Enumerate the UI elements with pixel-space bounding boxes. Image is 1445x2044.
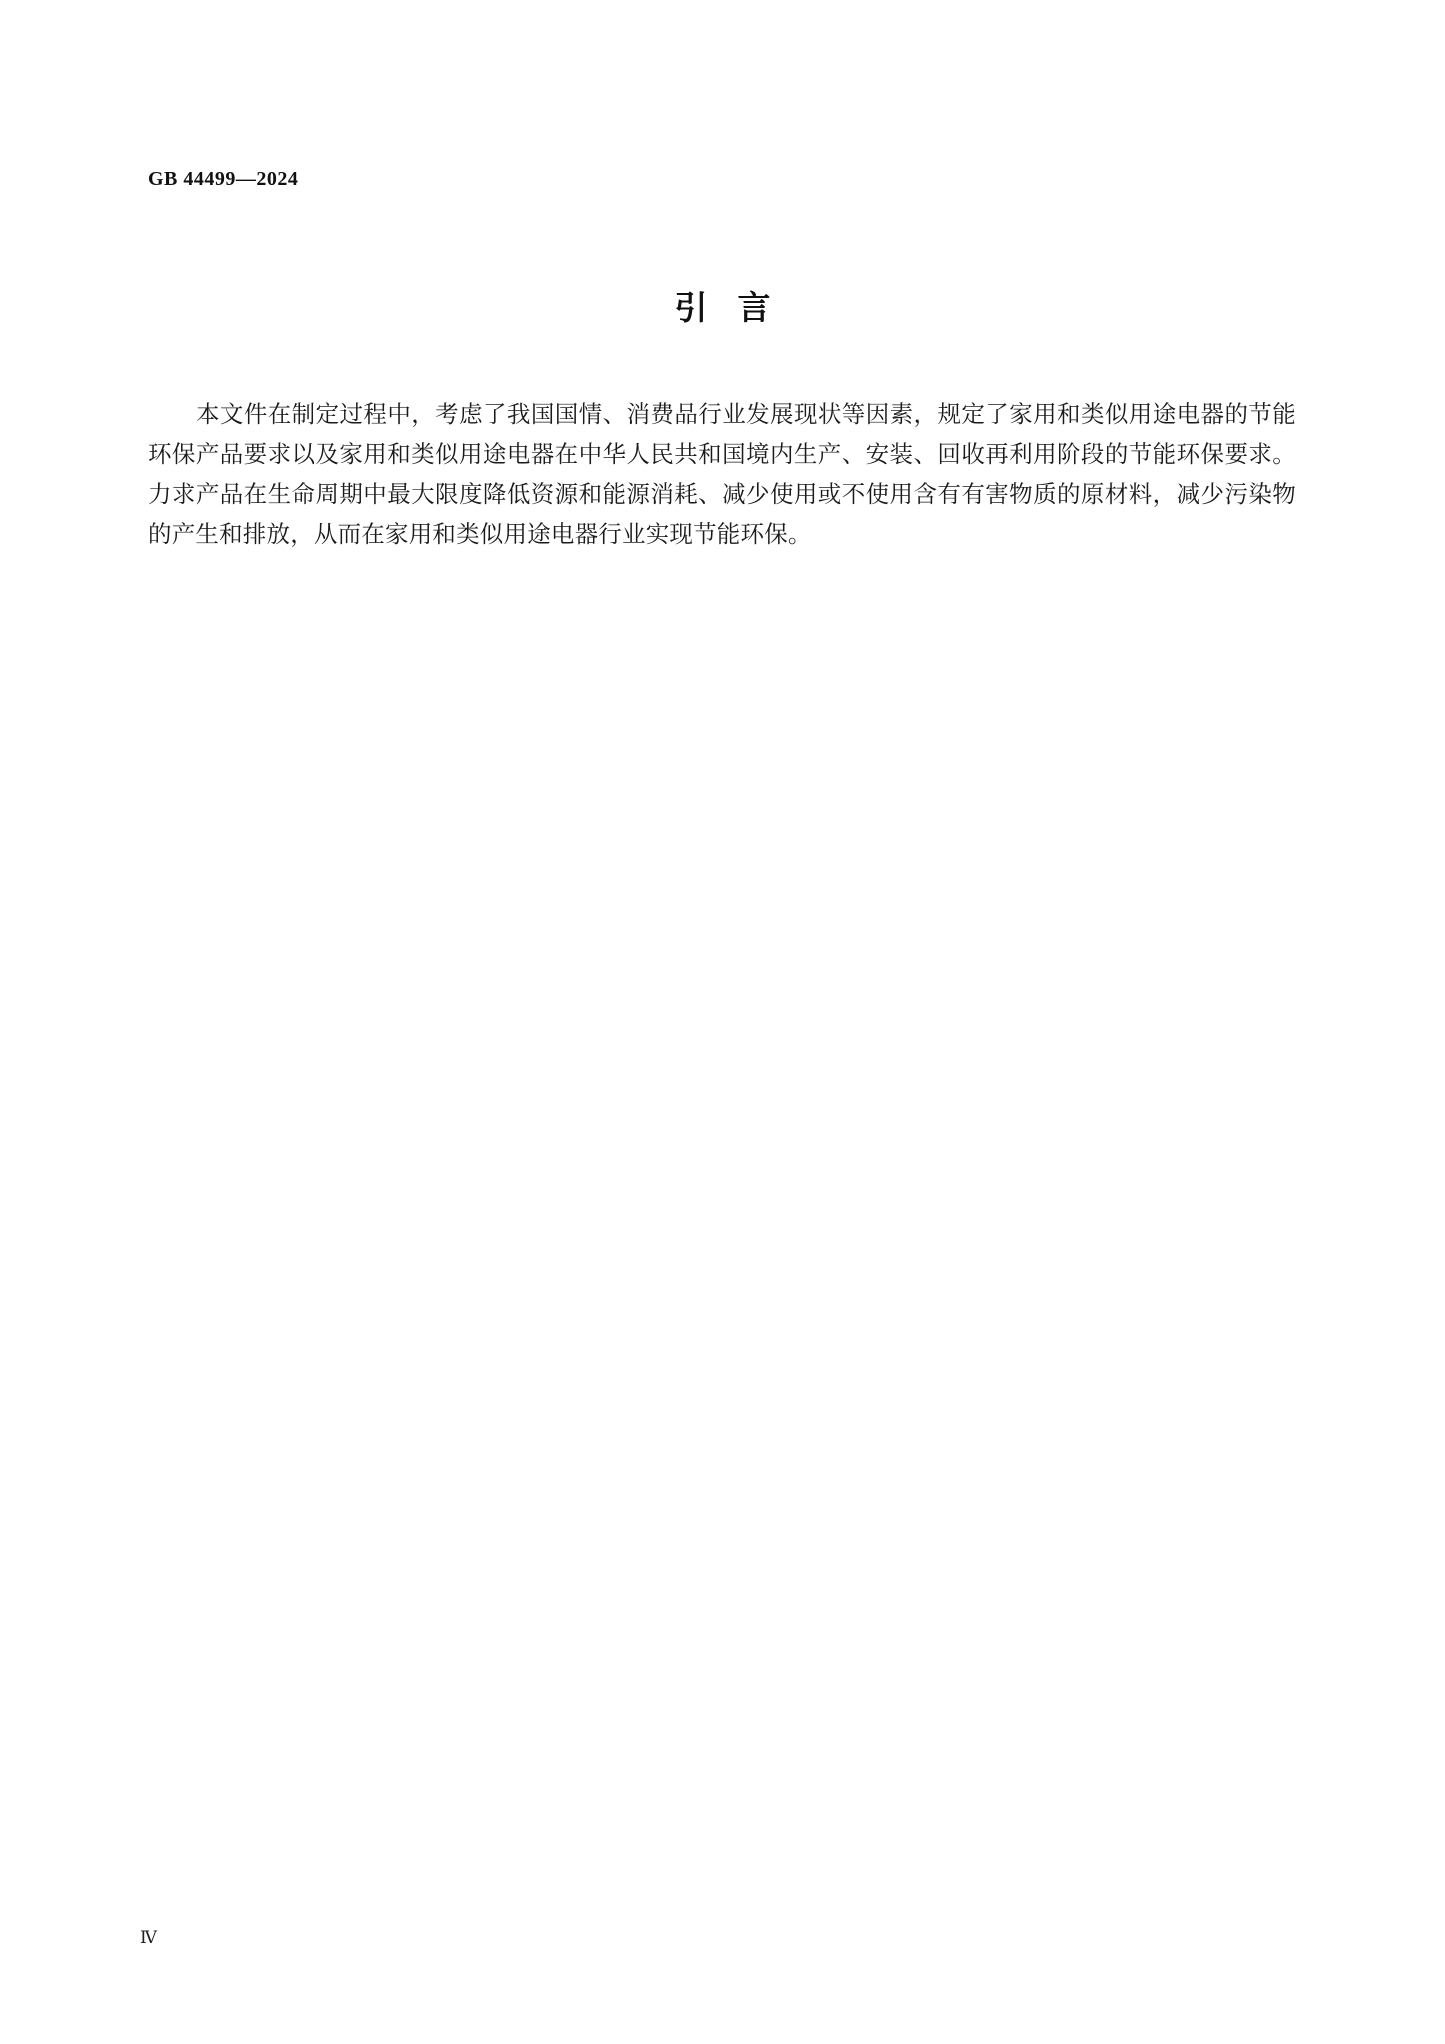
- page-number: Ⅳ: [140, 1928, 157, 1947]
- page-title: 引言: [674, 288, 801, 327]
- standard-number: GB 44499—2024: [148, 168, 299, 190]
- body-content: [148, 395, 1296, 555]
- paragraph: 本文件在制定过程中，考虑了我国国情、消费品行业发展现状等因素，规定了家用和类似用途电器的节能环保产品要求以及家用和类似用途电器在中华人民共和国境内生产、安装、回收再利用阶段的节能环保要求。力求产品在生命周期中最大限度降低资源和能源消耗、减少使用或不使用含有有害物质的原材料，减少污染物的产生和排放，从而在家用和类似用途电器行业实现节能环保。: [148, 402, 1296, 548]
